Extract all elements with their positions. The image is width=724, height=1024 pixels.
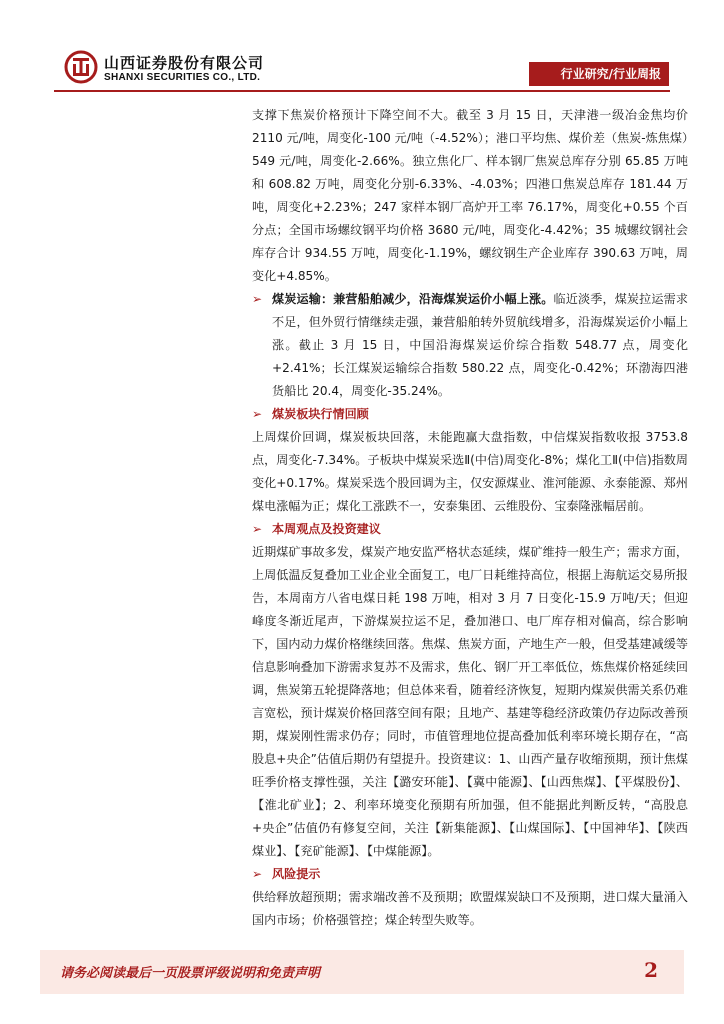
company-name-en: SHANXI SECURITIES CO., LTD. (104, 72, 261, 83)
transport-body (272, 288, 688, 403)
transport-section (252, 288, 688, 403)
transport-text: 临近淡季，煤炭拉运需求不足，但外贸行情继续走强，兼营船舶转外贸航线增多，沿海煤炭运价小幅上涨。截止 3 月 15 日，中国沿海煤炭运价综合指数 548.77 点，周变化+2.41%；长江煤炭运输综合指数 580.22 点，周变化-0.42%；环渤海四港货船比 20.4，周变化-35.24%。 (272, 292, 688, 398)
company-name-cn: 山西证券股份有限公司 (104, 54, 265, 72)
report-category-badge: 行业研究/行业周报 (529, 62, 669, 86)
bullet-arrow-icon: ➢ (252, 292, 263, 306)
footer-disclaimer: 请务必阅读最后一页股票评级说明和免责声明 (60, 966, 321, 981)
page-header (0, 0, 724, 96)
risk-heading: 风险提示 (272, 867, 321, 881)
header-divider (54, 90, 670, 92)
main-content (252, 104, 688, 932)
sector-heading: 煤炭板块行情回顾 (272, 407, 369, 421)
risk-paragraph: 供给释放超预期；需求端改善不及预期；欧盟煤炭缺口不及预期，进口煤大量涌入国内市场；价格强管控；煤企转型失败等。 (252, 890, 688, 927)
sector-heading-row (252, 403, 688, 426)
page-number: 2 (644, 958, 658, 982)
bullet-arrow-icon: ➢ (252, 522, 263, 536)
bullet-arrow-icon: ➢ (252, 407, 263, 421)
page-footer (40, 950, 684, 994)
view-heading: 本周观点及投资建议 (272, 522, 381, 536)
view-heading-row (252, 518, 688, 541)
risk-heading-row (252, 863, 688, 886)
bullet-arrow-icon: ➢ (252, 867, 263, 881)
coke-market-paragraph: 支撑下焦炭价格预计下降空间不大。截至 3 月 15 日，天津港一级冶金焦均价 2110 元/吨，周变化-100 元/吨（-4.52%）；港口平均焦、煤价差（焦炭-炼焦煤）549 元/吨，周变化-2.66%。独立焦化厂、样本钢厂焦炭总库存分别 65.85 万吨和 608.82 万吨，周变化分别-6.33%、-4.03%；四港口焦炭总库存 181.44 万吨，周变化+2.23%；247 家样本钢厂高炉开工率 76.17%，周变化+0.55 个百分点；全国市场螺纹钢平均价格 3680 元/吨，周变化-4.42%；35 城螺纹钢社会库存合计 934.55 万吨，周变化-1.19%，螺纹钢生产企业库存 390.63 万吨，周变化+4.85%。 (252, 108, 688, 283)
sector-paragraph: 上周煤价回调，煤炭板块回落，未能跑赢大盘指数，中信煤炭指数收报 3753.8 点，周变化-7.34%。子板块中煤炭采选Ⅱ(中信)周变化-8%；煤化工Ⅱ(中信)指数周变化+0.17%。煤炭采选个股回调为主，仅安源煤业、淮河能源、永泰能源、郑州煤电涨幅为正；煤化工涨跌不一，安泰集团、云维股份、宝泰隆涨幅居前。 (252, 430, 688, 513)
view-paragraph: 近期煤矿事故多发，煤炭产地安监严格状态延续，煤矿维持一般生产；需求方面，上周低温反复叠加工业企业全面复工，电厂日耗维持高位，根据上海航运交易所报告，本周南方八省电煤日耗 198 万吨，相对 3 月 7 日变化-15.9 万吨/天；但迎峰度冬渐近尾声，下游煤炭拉运不足，叠加港口、电厂库存相对偏高，综合影响下，国内动力煤价格继续回落。焦煤、焦炭方面，产地生产一般，但受基建减缓等信息影响叠加下游需求复苏不及需求，焦化、钢厂开工率低位，炼焦煤价格延续回调，焦炭第五轮提降落地；但总体来看，随着经济恢复，短期内煤炭供需关系仍难言宽松，预计煤炭价格回落空间有限；且地产、基建等稳经济政策仍存边际改善预期，煤炭刚性需求仍存；同时，市值管理地位提高叠加低利率环境长期存在，“高股息+央企”估值后期仍有望提升。投资建议：1、山西产量存收缩预期，预计焦煤旺季价格支撑性强，关注【潞安环能】、【冀中能源】、【山西焦煤】、【平煤股份】、【淮北矿业】；2、利率环境变化预期有所加强，但不能据此判断反转，“高股息+央企”估值仍有修复空间，关注【新集能源】、【山煤国际】、【中国神华】、【陕西煤业】、【兖矿能源】、【中煤能源】。 (252, 545, 688, 858)
company-logo-icon (64, 50, 98, 84)
transport-heading: 煤炭运输：兼营船舶减少，沿海煤炭运价小幅上涨。 (272, 292, 554, 306)
